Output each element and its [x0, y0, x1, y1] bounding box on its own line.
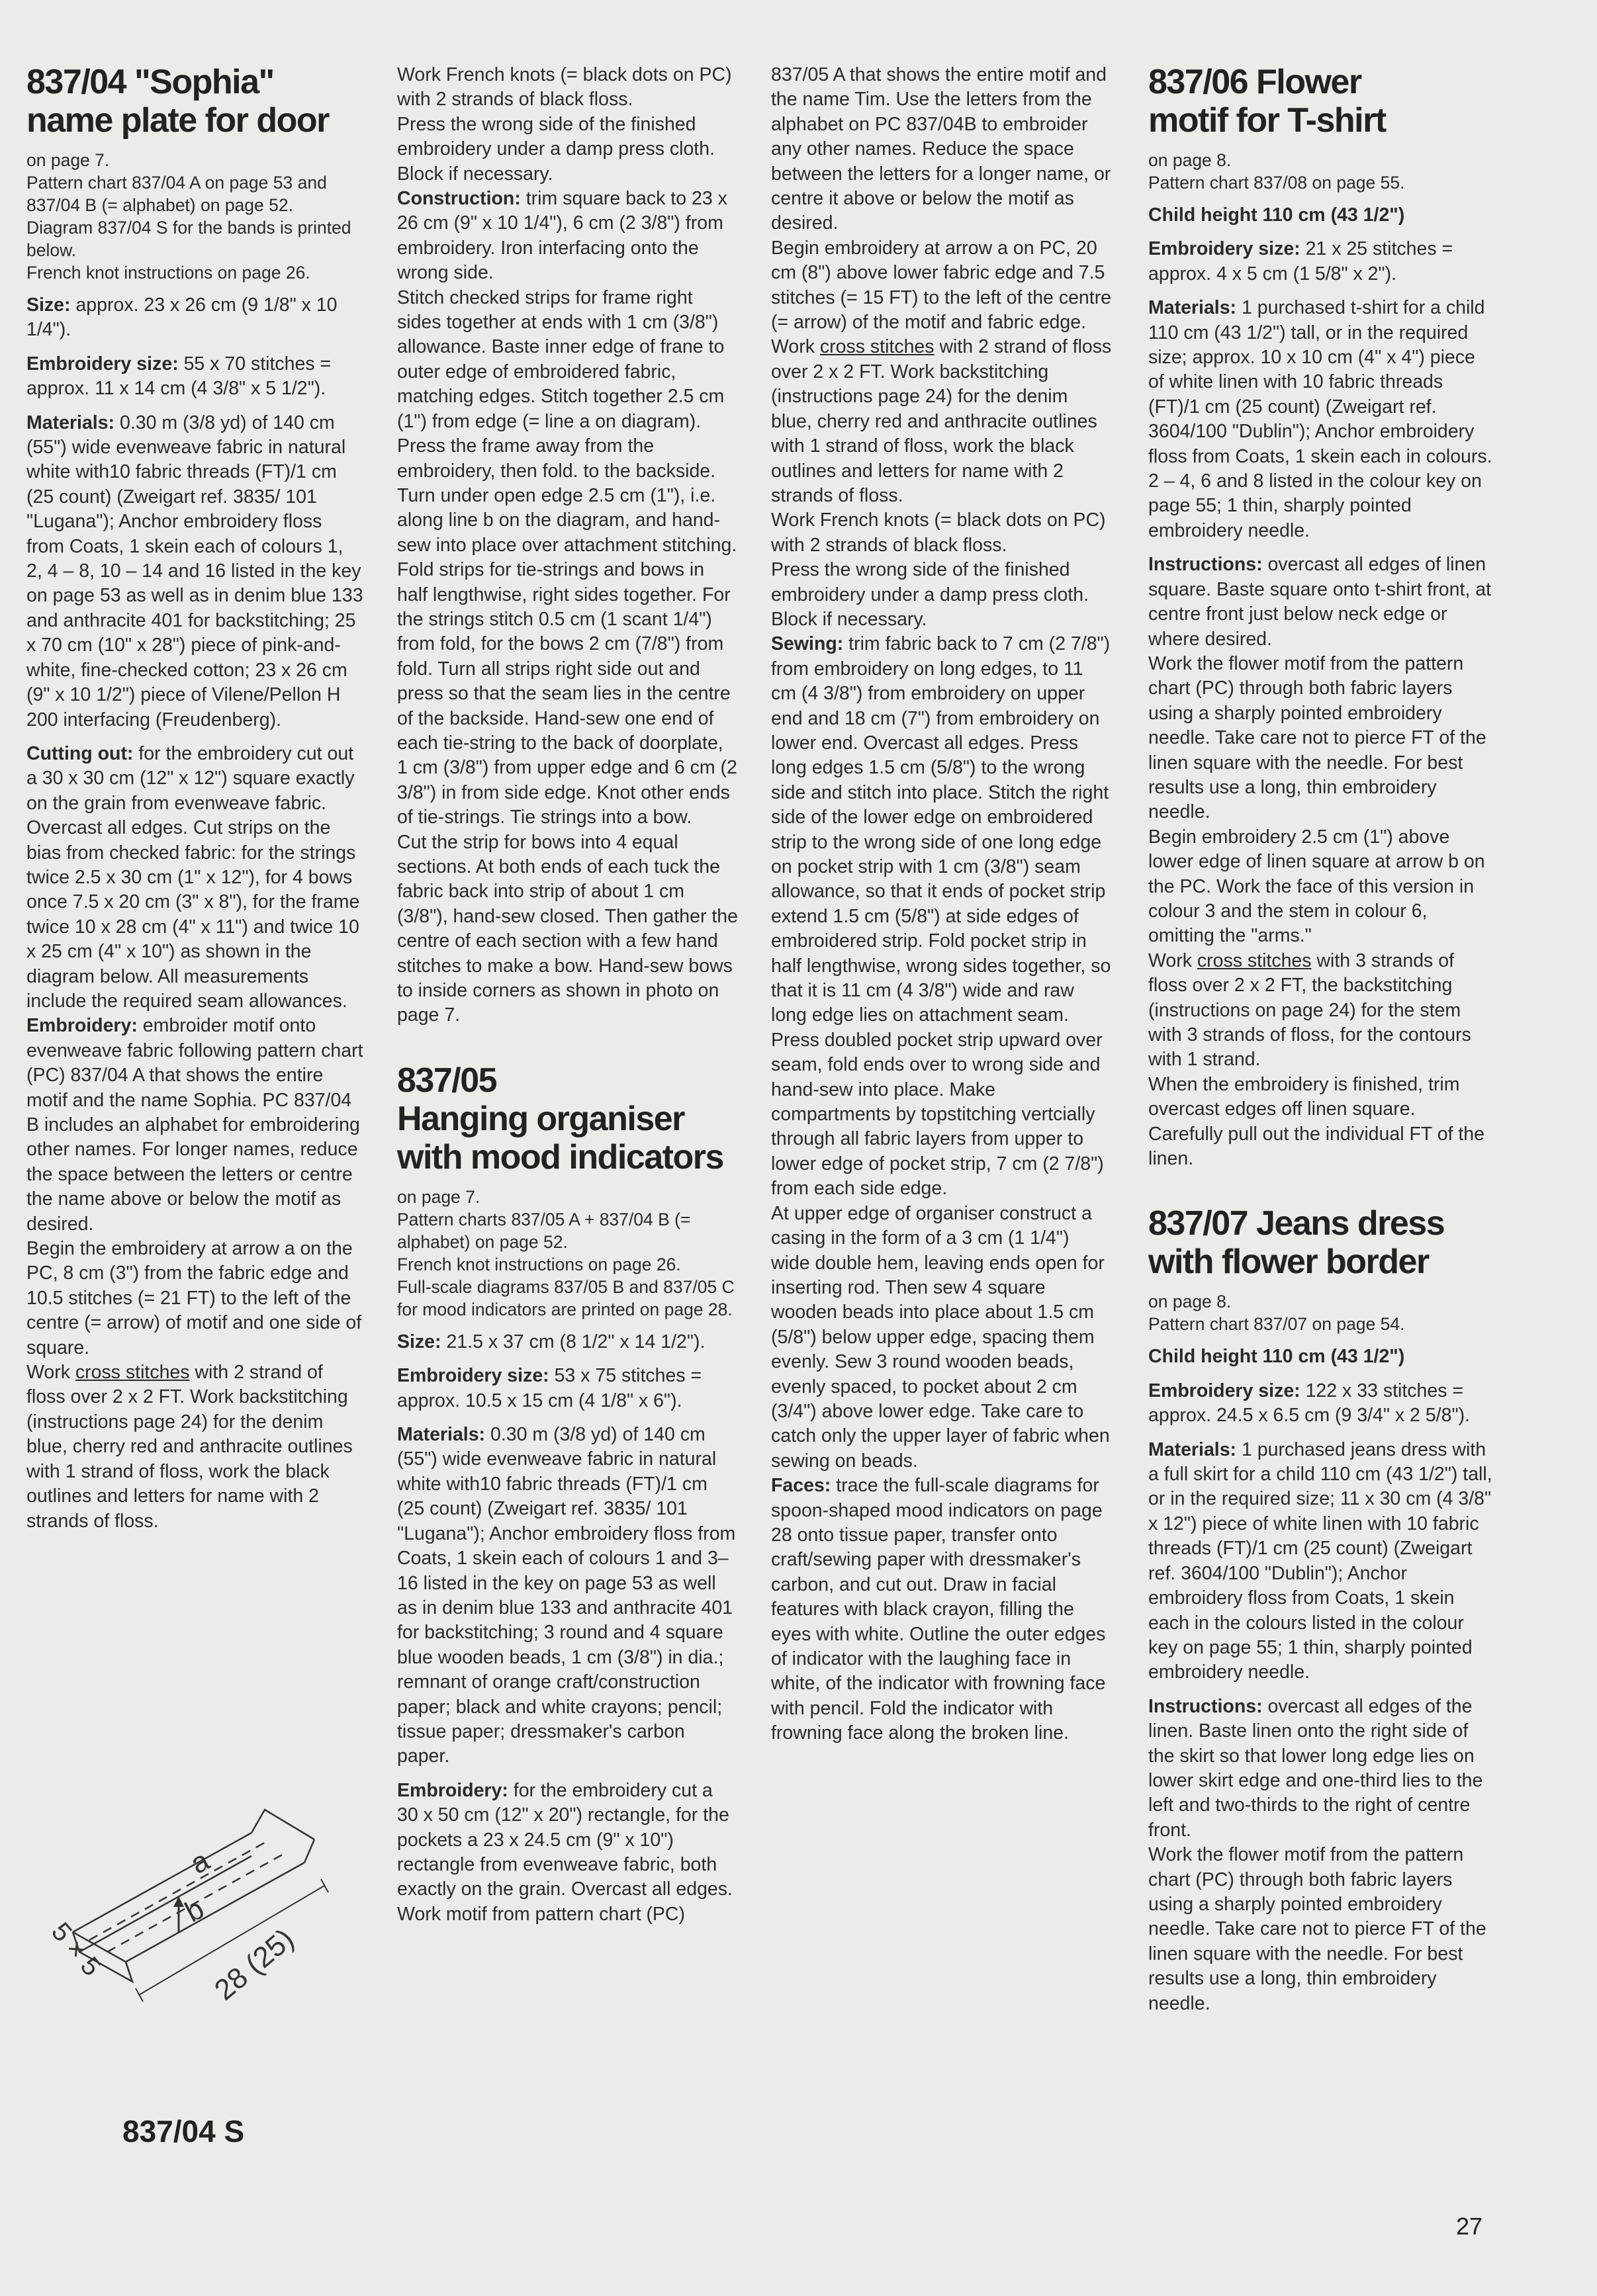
dimension-width: 5 × 5	[46, 1917, 107, 1982]
faces-paragraph	[771, 1474, 1112, 1745]
embroidery-size-label: Embroidery size:	[397, 1365, 549, 1387]
sewing-text: trim fabric back to 7 cm (2 7/8") from embroidery on long edges, to 11 cm (4 3/8") from embroidery on upper end and 18 cm (7") from embroidery on lower end. Overcast all edges. Press long edges 1.5 cm (5/8") to the wrong side and stitch into place. Stitch the right side of the lower edge on embroidered strip to the wrong side of one long edge on pocket strip with 1 cm (3/8") seam allowance, so that it ends of pocket strip extend 1.5 cm (5/8") at side edges of embroidered strip. Fold pocket strip in half lengthwise, wrong sides together, so that it is 11 cm (4 3/8") wide and raw long edge lies on attachment seam. Press doubled pocket strip upward over seam, fold ends over to wrong side and hand-sew into place. Make compartments by topstitching vertcially through all fabric layers from upper to lower edge of pocket strip, 7 cm (2 7/8") from each side edge.	[771, 633, 1111, 1200]
title-line: name plate for door	[26, 101, 329, 140]
text-run: with 2 strand of floss over 2 x 2 FT. Work backstitching (instructions page 24) for the denim blue, cherry red and anthracite outlines with 1 strand of floss, work the black outlines and letters for name with 2 strands of floss.	[771, 336, 1112, 506]
title-line: motif for T-shirt	[1148, 101, 1386, 140]
column-2	[397, 63, 738, 1927]
embroidery-size-paragraph	[1148, 237, 1492, 287]
intro-line: Pattern chart 837/04 A on page 53 and 837/04 B (= alphabet) on page 52.	[26, 173, 327, 215]
page-number: 27	[1456, 2213, 1483, 2240]
title-line: with mood indicators	[397, 1137, 723, 1176]
construction-text: trim square back to 23 x 26 cm (9" x 10 1/4"), 6 cm (2 3/8") from embroidery. Iron interfacing onto the wrong side.	[397, 188, 727, 284]
materials-label: Materials:	[397, 1424, 486, 1446]
text-run: Work	[771, 336, 820, 358]
instructions-text: overcast all edges of linen square. Baste square onto t-shirt front, at centre front just below neck edge or where desired.	[1148, 554, 1492, 650]
band-diagram	[26, 1734, 371, 2025]
materials-text: 0.30 m (3/8 yd) of 140 cm (55") wide evenweave fabric in natural white with10 fabric threads (FT)/1 cm (25 count) (Zweigart ref. 3835/ 101 "Lugana"); Anchor embroidery floss from Coats, 1 skein each of colours 1, 2, 4 – 8, 10 – 14 and 16 listed in the key on page 53 as well as in denim blue 133 and anthracite 401 for backstitching; 25 x 70 cm (10" x 28") piece of pink-and-white, fine-checked cotton; 23 x 26 cm (9" x 10 1/2") piece of Vilene/Pellon H 200 interfacing (Freudenberg).	[26, 412, 363, 730]
materials-text: 1 purchased jeans dress with a full skirt for a child 110 cm (43 1/2") tall, or in the required size; 11 x 30 cm (4 3/8" x 12") piece of white linen with 10 fabric threads (FT)/1 cm (25 count) (Zweigart ref. 3604/100 "Dublin"); Anchor embroidery floss from Coats, 1 skein each in the colours listed in the colour key on page 55; 1 thin, sharply pointed embroidery needle.	[1148, 1438, 1492, 1683]
embroidery-size-text: 55 x 70 stitches = approx. 11 x 14 cm (4 3/8" x 5 1/2").	[26, 353, 332, 400]
intro-line: Pattern charts 837/05 A + 837/04 B (= alphabet) on page 52.	[397, 1209, 691, 1252]
embroidery-size-text: 122 x 33 stitches = approx. 24.5 x 6.5 cm (9 3/4" x 2 5/8").	[1148, 1380, 1470, 1427]
materials-paragraph	[1148, 1438, 1492, 1685]
body-paragraph: Fold strips for tie-strings and bows in half lengthwise, right sides together. For the strings stitch 0.5 cm (1 scant 1/4") from fold, for the bows 2 cm (7/8") from fold. Turn all strips right side out and press so that the seam lies in the centre of the backside. Hand-sew one end of each tie-string to the back of doorplate, 1 cm (3/8") from upper edge and 6 cm (2 3/8") in from side edge. Knot other ends of tie-strings. Tie strings into a bow.	[397, 559, 737, 828]
cross-stitches-term: cross stitches	[819, 336, 935, 358]
size-text: 21.5 x 37 cm (8 1/2" x 14 1/2").	[441, 1331, 706, 1352]
section-title-837-06	[1148, 63, 1492, 140]
embroidery-size-text: 21 x 25 stitches = approx. 4 x 5 cm (1 5/8" x 2").	[1148, 238, 1453, 285]
body-paragraph: Stitch checked strips for frame right sides together at ends with 1 cm (3/8") allowance. Baste inner edge of frane to outer edge of embroidered fabric, matching edges. Stitch together 2.5 cm (1") from edge (= line a on diagram). Press the frame away from the embroidery, then fold. to the backside. Turn under open edge 2.5 cm (1"), i.e. along line b on the diagram, and hand-sew into place over attachment stitching.	[397, 287, 737, 556]
embroidery-paragraph	[26, 1014, 364, 1237]
embroidery-size-label: Embroidery size:	[1148, 238, 1300, 260]
section-intro	[26, 149, 364, 284]
intro-line: on page 7.	[397, 1186, 480, 1207]
embroidery-size-label: Embroidery size:	[26, 353, 179, 375]
intro-line: on page 8.	[1148, 150, 1232, 170]
body-paragraph: Work French knots (= black dots on PC) with 2 strands of black floss.	[771, 509, 1106, 556]
column-3	[771, 63, 1112, 1746]
size-paragraph	[397, 1330, 738, 1354]
cross-stitches-term: cross stitches	[75, 1362, 190, 1384]
embroidery-text: for the embroidery cut a 30 x 50 cm (12" x 20") rectangle, for the pockets a 23 x 24.5 cm (9" x 10") rectangle from evenweave fabric, both exactly on the grain. Overcast all edges.	[397, 1779, 733, 1900]
body-paragraph: Begin the embroidery at arrow a on the PC, 8 cm (3") from the fabric edge and 10.5 stitches (= 21 FT) to the left of the centre (= arrow) of motif and one side of square.	[26, 1238, 362, 1358]
body-paragraph: Begin embroidery 2.5 cm (1") above lower edge of linen square at arrow b on the PC. Work the face of this version in colour 3 and the stem in colour 6, omitting the "arms."	[1148, 826, 1485, 947]
cross-stitches-term: cross stitches	[1197, 949, 1312, 971]
sewing-paragraph	[771, 632, 1112, 1201]
embroidery-paragraph	[397, 1779, 738, 1902]
label-b: b	[179, 1892, 210, 1929]
intro-line: French knot instructions on page 26.	[397, 1254, 681, 1274]
faces-label: Faces:	[771, 1475, 831, 1497]
child-height: Child height 110 cm (43 1/2")	[1148, 1346, 1405, 1368]
embroidery-label: Embroidery:	[397, 1779, 508, 1801]
title-line: 837/06 Flower	[1148, 63, 1361, 101]
cutting-label: Cutting out:	[26, 742, 134, 764]
intro-line: Diagram 837/04 S for the bands is printed below.	[26, 218, 351, 260]
materials-label: Materials:	[26, 412, 115, 433]
section-title-837-04	[26, 63, 364, 140]
cutting-text: for the embroidery cut out a 30 x 30 cm (12" x 12") square exactly on the grain from evenweave fabric. Overcast all edges. Cut strips on the bias from checked fabric: for the strings twice 2.5 x 30 cm (1" x 12"), for 4 bows once 7.5 x 20 cm (3" x 8"), for the frame twice 10 x 28 cm (4" x 11") and twice 10 x 25 cm (4" x 10") as shown in the diagram below. All measurements include the required seam allowances.	[26, 742, 360, 1012]
spacer	[1148, 1180, 1492, 1204]
cross-stitch-paragraph	[1148, 949, 1492, 1073]
faces-text: trace the full-scale diagrams for spoon-shaped mood indicators on page 28 onto tissue paper, transfer onto craft/sewing paper with dressmaker's carbon, and cut out. Draw in facial features with black crayon, filling the eyes with white. Outline the outer edges of indicator with the laughing face in white, of the indicator with frowning face with pencil. Fold the indicator with frowning face along the broken line.	[771, 1475, 1106, 1744]
materials-text: 0.30 m (3/8 yd) of 140 cm (55") wide evenweave fabric in natural white with10 fabric threads (FT)/1 cm (25 count) (Zweigart ref. 3835/ 101 "Lugana"); Anchor embroidery floss from Coats, 1 skein each of colours 1 and 3–16 listed in the key on page 53 as well as in denim blue 133 and anthracite 401 for backstitching; 3 round and 4 square blue wooden beads, 1 cm (3/8") in dia.; remnant of orange craft/construction paper; black and white crayons; pencil; tissue paper; dressmaker's carbon paper.	[397, 1424, 736, 1767]
instructions-text: overcast all edges of the linen. Baste linen onto the right side of the skirt so that lower long edge lies on lower skirt edge and one-third lies to the left and two-thirds to the right of centre front.	[1148, 1695, 1483, 1841]
intro-line: Pattern chart 837/07 on page 54.	[1148, 1314, 1405, 1335]
embroidery-label: Embroidery:	[26, 1015, 138, 1037]
text-run: Work	[1148, 949, 1197, 971]
label-a: a	[185, 1844, 215, 1880]
size-text: approx. 23 x 26 cm (9 1/8" x 10 1/4").	[26, 294, 338, 341]
instructions-label: Instructions:	[1148, 1695, 1263, 1717]
instructions-paragraph	[1148, 552, 1492, 652]
materials-paragraph	[397, 1423, 738, 1769]
embroidery-size-paragraph	[26, 352, 364, 402]
cutting-paragraph	[26, 742, 364, 1014]
text-run: with 3 strands of floss over 2 x 2 FT, the backstitching (instructions on page 24) for the stem with 3 strands of floss, for the contours with 1 strand.	[1148, 949, 1471, 1071]
embroidery-size-label: Embroidery size:	[1148, 1380, 1300, 1401]
section-intro	[397, 1186, 738, 1321]
embroidery-size-text: 53 x 75 stitches = approx. 10.5 x 15 cm (4 1/8" x 6").	[397, 1365, 702, 1411]
size-label: Size:	[397, 1331, 441, 1352]
section-intro	[1148, 149, 1492, 194]
materials-label: Materials:	[1148, 297, 1237, 319]
body-paragraph: Work the flower motif from the pattern chart (PC) through both fabric layers using a sharply pointed embroidery needle. Take care not to pierce FT of the linen square with the needle. For best results use a long, thin embroidery needle.	[1148, 652, 1486, 823]
cross-stitch-paragraph	[771, 335, 1112, 508]
body-paragraph: Cut the strip for bows into 4 equal sections. At both ends of each tuck the fabric back into strip of about 1 cm (3/8"), hand-sew closed. Then gather the centre of each section with a few hand stitches to make a bow. Hand-sew bows to inside corners as shown in photo on page 7.	[397, 831, 738, 1026]
title-line: with flower border	[1148, 1243, 1429, 1282]
section-intro	[1148, 1290, 1492, 1335]
text-run: with 2 strand of floss over 2 x 2 FT. Work backstitching (instructions page 24) for the denim blue, cherry red and anthracite outlines with 1 strand of floss, work the black outlines and letters for name with 2 strands of floss.	[26, 1362, 353, 1532]
column-4	[1148, 63, 1492, 2016]
text-run: Work	[26, 1362, 75, 1384]
title-line: 837/05	[397, 1061, 497, 1100]
intro-line: on page 7.	[26, 150, 110, 170]
diagram-caption: 837/04 S	[122, 2114, 245, 2148]
embroidery-text: embroider motif onto evenweave fabric following pattern chart (PC) 837/04 A that shows the entire motif and the name Sophia. PC 837/04 B includes an alphabet for embroidering other names. For longer names, reduce the space between the letters or centre the name above or below the motif as desired.	[26, 1015, 363, 1235]
title-line: 837/07 Jeans dress	[1148, 1204, 1445, 1243]
body-paragraph: When the embroidery is finished, trim overcast edges off linen square. Carefully pull out the individual FT of the linen.	[1148, 1073, 1485, 1170]
materials-text: 1 purchased t-shirt for a child 110 cm (43 1/2") tall, or in the required size; approx. 10 x 10 cm (4" x 4") piece of white linen with 10 fabric threads (FT)/1 cm (25 count) (Zweigart ref. 3604/100 "Dublin"); Anchor embroidery floss from Coats, 1 skein each in colours. 2 – 4, 6 and 8 listed in the colour key on page 55; 1 thin, sharply pointed embroidery needle.	[1148, 297, 1492, 541]
sewing-label: Sewing:	[771, 633, 844, 655]
embroidery-size-paragraph	[397, 1364, 738, 1413]
title-line: Hanging organiser	[397, 1099, 684, 1138]
embroidery-size-paragraph	[1148, 1379, 1492, 1429]
dimension-length: 28 (25)	[208, 1922, 300, 2007]
materials-label: Materials:	[1148, 1438, 1237, 1460]
instructions-paragraph	[1148, 1695, 1492, 1843]
instructions-label: Instructions:	[1148, 554, 1263, 576]
body-paragraph: Press the wrong side of the finished embroidery under a damp press cloth. Block if necessary.	[397, 113, 715, 185]
title-line: 837/04 "Sophia"	[26, 63, 274, 101]
size-paragraph	[26, 293, 364, 343]
column-1	[26, 63, 364, 1534]
materials-paragraph	[1148, 296, 1492, 543]
materials-paragraph	[26, 411, 364, 732]
body-paragraph: Begin embroidery at arrow a on PC, 20 cm (8") above lower fabric edge and 7.5 stitches (= 15 FT) to the left of the centre (= arrow) of the motif and fabric edge.	[771, 237, 1112, 333]
intro-line: Pattern chart 837/08 on page 55.	[1148, 173, 1405, 193]
intro-line: French knot instructions on page 26.	[26, 263, 310, 283]
section-title-837-07	[1148, 1204, 1492, 1281]
body-paragraph: Work motif from pattern chart (PC)	[397, 1903, 685, 1925]
construction-paragraph	[397, 187, 738, 286]
spacer	[397, 1038, 738, 1061]
intro-line: Full-scale diagrams 837/05 B and 837/05 C for mood indicators are printed on page 28.	[397, 1276, 735, 1319]
construction-label: Construction:	[397, 188, 521, 210]
size-label: Size:	[26, 294, 71, 316]
cross-stitch-paragraph	[26, 1360, 364, 1534]
body-paragraph: Work French knots (= black dots on PC) with 2 strands of black floss.	[397, 64, 732, 110]
child-height: Child height 110 cm (43 1/2")	[1148, 204, 1405, 226]
section-title-837-05	[397, 1061, 738, 1176]
body-paragraph: Press the wrong side of the finished embroidery under a damp press cloth. Block if necessary.	[771, 559, 1089, 630]
body-paragraph: At upper edge of organiser construct a casing in the form of a 3 cm (1 1/4") wide double hem, leaving ends open for inserting rod. Then sew 4 square wooden beads into place about 1.5 cm (5/8") below upper edge, spacing them evenly. Sew 3 round wooden beads, evenly spaced, to pocket about 2 cm (3/4") above lower edge. Take care to catch only the upper layer of fabric when sewing on beads.	[771, 1202, 1110, 1472]
body-paragraph: 837/05 A that shows the entire motif and the name Tim. Use the letters from the alphabet on PC 837/04B to embroider any other names. Reduce the space between the letters for a longer name, or centre it above or below the motif as desired.	[771, 64, 1111, 234]
body-paragraph: Work the flower motif from the pattern chart (PC) through both fabric layers using a sharply pointed embroidery needle. Take care not to pierce FT of the linen square with the needle. For best results use a long, thin embroidery needle.	[1148, 1844, 1486, 2014]
intro-line: on page 8.	[1148, 1292, 1232, 1312]
